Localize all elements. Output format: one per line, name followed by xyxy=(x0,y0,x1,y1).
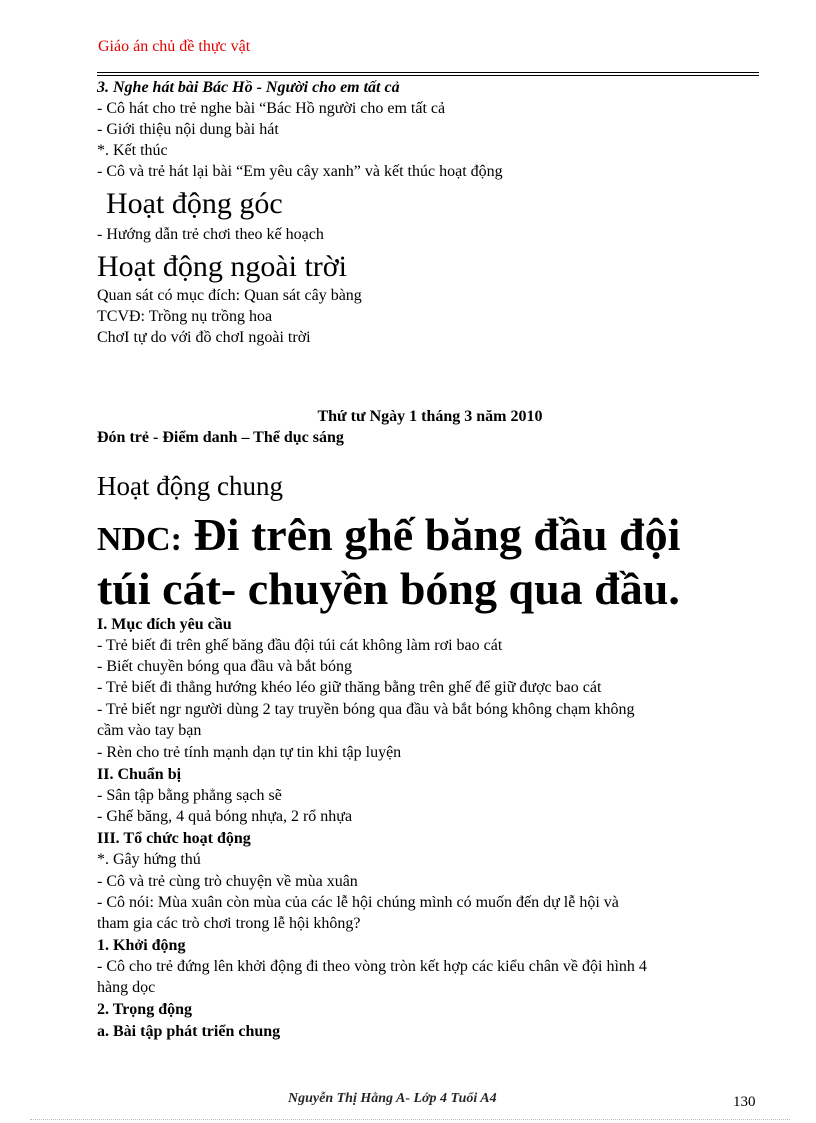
header-title: Giáo án chủ đề thực vật xyxy=(98,38,251,55)
section3-line: - Cô và trẻ hát lại bài “Em yêu cây xanh” và kết thúc hoạt động xyxy=(97,163,503,180)
section3-heading: 3. Nghe hát bài Bác Hồ - Người cho em tất cả xyxy=(97,79,400,96)
section3-line: - Cô hát cho trẻ nghe bài “Bác Hồ người cho em tất cả xyxy=(97,100,446,117)
day-date: Thứ tư Ngày 1 tháng 3 năm 2010 xyxy=(317,408,543,425)
warmup-line: - Cô cho trẻ đứng lên khởi động đi theo vòng tròn kết hợp các kiểu chân về đội hình 4 xyxy=(97,958,647,975)
day-routine: Đón trẻ - Điểm danh – Thể dục sáng xyxy=(97,429,344,446)
corner-activity-line: - Hướng dẫn trẻ chơi theo kế hoạch xyxy=(97,226,324,243)
preparation-heading: II. Chuẩn bị xyxy=(97,766,182,783)
warmup-heading: 1. Khởi động xyxy=(97,937,186,954)
header-rule-bottom xyxy=(97,75,759,76)
outdoor-activity-line: TCVĐ: Trồng nụ trồng hoa xyxy=(97,308,273,325)
objectives-line: - Biết chuyền bóng qua đầu và bắt bóng xyxy=(97,658,353,675)
section3-line: *. Kết thúc xyxy=(97,142,168,159)
objectives-heading: I. Mục đích yêu cầu xyxy=(97,616,232,633)
outdoor-activity-line: Quan sát có mục đích: Quan sát cây bàng xyxy=(97,287,362,304)
main-exercise-heading: 2. Trọng động xyxy=(97,1001,192,1018)
corner-activity-heading: Hoạt động góc xyxy=(106,187,283,220)
preparation-line: - Ghế băng, 4 quả bóng nhựa, 2 rổ nhựa xyxy=(97,808,353,825)
objectives-line: cầm vào tay bạn xyxy=(97,722,202,739)
general-activity-heading: Hoạt động chung xyxy=(97,471,283,501)
sub-exercise-heading: a. Bài tập phát triển chung xyxy=(97,1023,281,1040)
header-rule-top xyxy=(97,72,759,73)
outdoor-activity-line: ChơI tự do với đồ chơI ngoài trời xyxy=(97,329,311,346)
section3-line: - Giới thiệu nội dung bài hát xyxy=(97,121,279,138)
ndc-title-line1 xyxy=(97,508,680,567)
ndc-title-text1: Đi trên ghế băng đầu đội xyxy=(193,509,681,560)
footer-dotted-line xyxy=(30,1119,790,1120)
objectives-line: - Trẻ biết đi trên ghế băng đầu đội túi cát không làm rơi bao cát xyxy=(97,637,503,654)
footer-signature: Nguyễn Thị Hằng A- Lớp 4 Tuổi A4 xyxy=(288,1091,497,1106)
organization-heading: III. Tổ chức hoạt động xyxy=(97,830,251,847)
objectives-line: - Trẻ biết đi thẳng hướng khéo léo giữ thăng bằng trên ghế để giữ được bao cát xyxy=(97,679,602,696)
objectives-line: - Rèn cho trẻ tính mạnh dạn tự tin khi tập luyện xyxy=(97,744,402,761)
warmup-line: hàng dọc xyxy=(97,979,156,996)
organization-line: - Cô và trẻ cùng trò chuyện về mùa xuân xyxy=(97,873,358,890)
organization-line: - Cô nói: Mùa xuân còn mùa của các lễ hội chúng mình có muốn đến dự lễ hội và xyxy=(97,894,619,911)
ndc-prefix: NDC: xyxy=(97,521,182,558)
organization-line: tham gia các trò chơi trong lễ hội không? xyxy=(97,915,361,932)
objectives-line: - Trẻ biết ngr người dùng 2 tay truyền bóng qua đầu và bắt bóng không chạm không xyxy=(97,701,635,718)
outdoor-activity-heading: Hoạt động ngoài trời xyxy=(97,250,347,283)
page-number: 130 xyxy=(733,1094,756,1110)
ndc-title-line2: túi cát- chuyền bóng qua đầu. xyxy=(97,563,680,614)
preparation-line: - Sân tập bằng phẳng sạch sẽ xyxy=(97,787,282,804)
organization-line: *. Gây hứng thú xyxy=(97,851,201,868)
